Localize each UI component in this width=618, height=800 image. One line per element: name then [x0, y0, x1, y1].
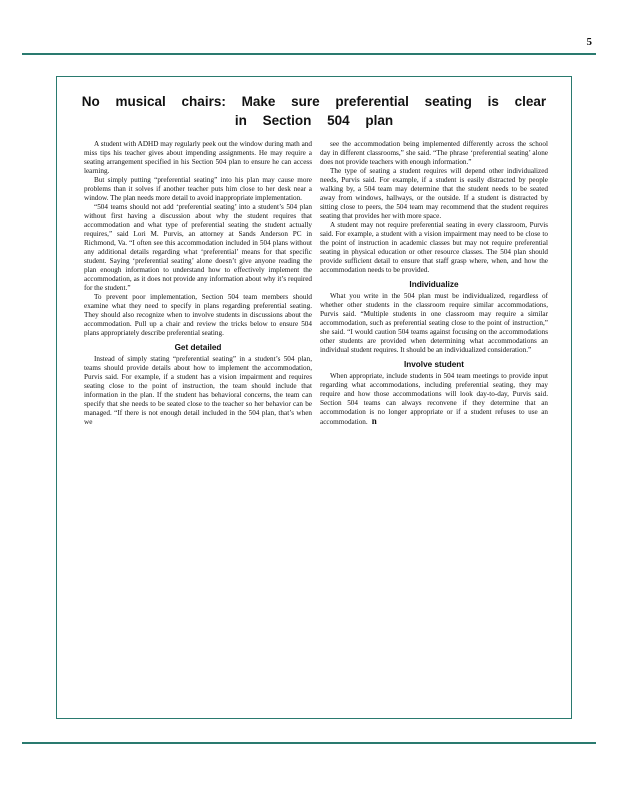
title-line-1: No musical chairs: Make sure preferential seating is clear: [81, 94, 547, 109]
paragraph-text: When appropriate, include students in 504 team meetings to provide input regarding what accommodations, including preferential seating, they may require and how those accommodations will look day-to-day, Purvis said. Section 504 teams can always reconvene if they determine that an accommodation is no longer appropriate or if a student refuses to use an accommodation.: [320, 372, 548, 426]
paragraph: To prevent poor implementation, Section 504 team members should examine what they need to specify in plans regarding preferential seating. They should also recognize when to involve students in discussions about the accommodation. Pull up a chair and review the tricks below to ensure 504 plans appropriately describe preferential seating.: [84, 293, 312, 337]
page-number: 5: [586, 36, 592, 48]
paragraph: The type of seating a student requires will depend other individualized needs, Purvis said. For example, if a student is easily distracted by people walking by, a 504 team may determine that the student needs to be seated away from windows, hallways, or the outside. If a student is distracted by sitting close to peers, the 504 team may recommend that the student requires seating that provides her with more space.: [320, 167, 548, 220]
left-column: [84, 140, 312, 427]
top-rule: [22, 53, 596, 55]
paragraph: Instead of simply stating “preferential seating” in a student’s 504 plan, teams should provide details about how to implement the accommodation, Purvis said. For example, if a student has a vision impairment and requires seating close to the point of instruction, the team should include that information in the plan. If the student has behavioral concerns, the team can specify that she needs to be seated close to the teacher so her behavior can be managed. “If there is not enough detail included in the 504 plan, that’s when we: [84, 355, 312, 426]
article-title: [70, 92, 558, 130]
paragraph: “504 teams should not add ‘preferential seating’ into a student’s 504 plan without first having a discussion about why the student requires that accommodation and what type of preferential seating the student actually requires,” said Lori M. Purvis, an attorney at Sands Anderson PC in Richmond, Va. “I often see this accommodation included in 504 plans without any additional details regarding what ‘preferential’ means for that specific student. Saying ‘preferential seating’ alone doesn’t give anyone reading the plan enough information to understand how to effectively implement the accommodation, as it does not provide any information about why it’s required for the student.”: [84, 203, 312, 292]
end-mark: n: [371, 416, 377, 426]
right-column: [320, 140, 548, 427]
section-heading-involve-student: Involve student: [403, 360, 465, 369]
paragraph: [320, 372, 548, 427]
bottom-rule: [22, 742, 596, 744]
paragraph: A student with ADHD may regularly peek out the window during math and miss tips his teacher gives about impending assignments. He may require a seating arrangement specified in his Section 504 plan to ensure he can access learning.: [84, 140, 312, 175]
paragraph: But simply putting “preferential seating” into his plan may cause more problems than it solves if another teacher puts him close to her desk near a window. The plan needs more detail to avoid inappropriate implementation.: [84, 176, 312, 202]
paragraph: see the accommodation being implemented differently across the school day in different classrooms,” she said. “The phrase ‘preferential seating’ alone does not provide teachers with enough information.”: [320, 140, 548, 166]
paragraph: A student may not require preferential seating in every classroom, Purvis said. For example, a student with a vision impairment may need to be close to the point of instruction in academic classes but may not require preferential seating in physical education or other resource classes. The 504 plan should provide sufficient detail to ensure that staff grasp where, when, and how the accommodation needs to be provided.: [320, 221, 548, 274]
title-line-2: in Section 504 plan: [234, 113, 394, 128]
section-heading-individualize: Individualize: [409, 280, 459, 289]
paragraph: What you write in the 504 plan must be individualized, regardless of whether other students in the classroom require similar accommodations, Purvis said. “Multiple students in one classroom may require a similar accommodation, such as preferential seating close to the point of instruction,” she said. “I would caution 504 teams against focusing on the accommodations other students are provided when determining what accommodations an individual student requires. It should be an individualized consideration.”: [320, 292, 548, 354]
section-heading-get-detailed: Get detailed: [174, 343, 222, 352]
